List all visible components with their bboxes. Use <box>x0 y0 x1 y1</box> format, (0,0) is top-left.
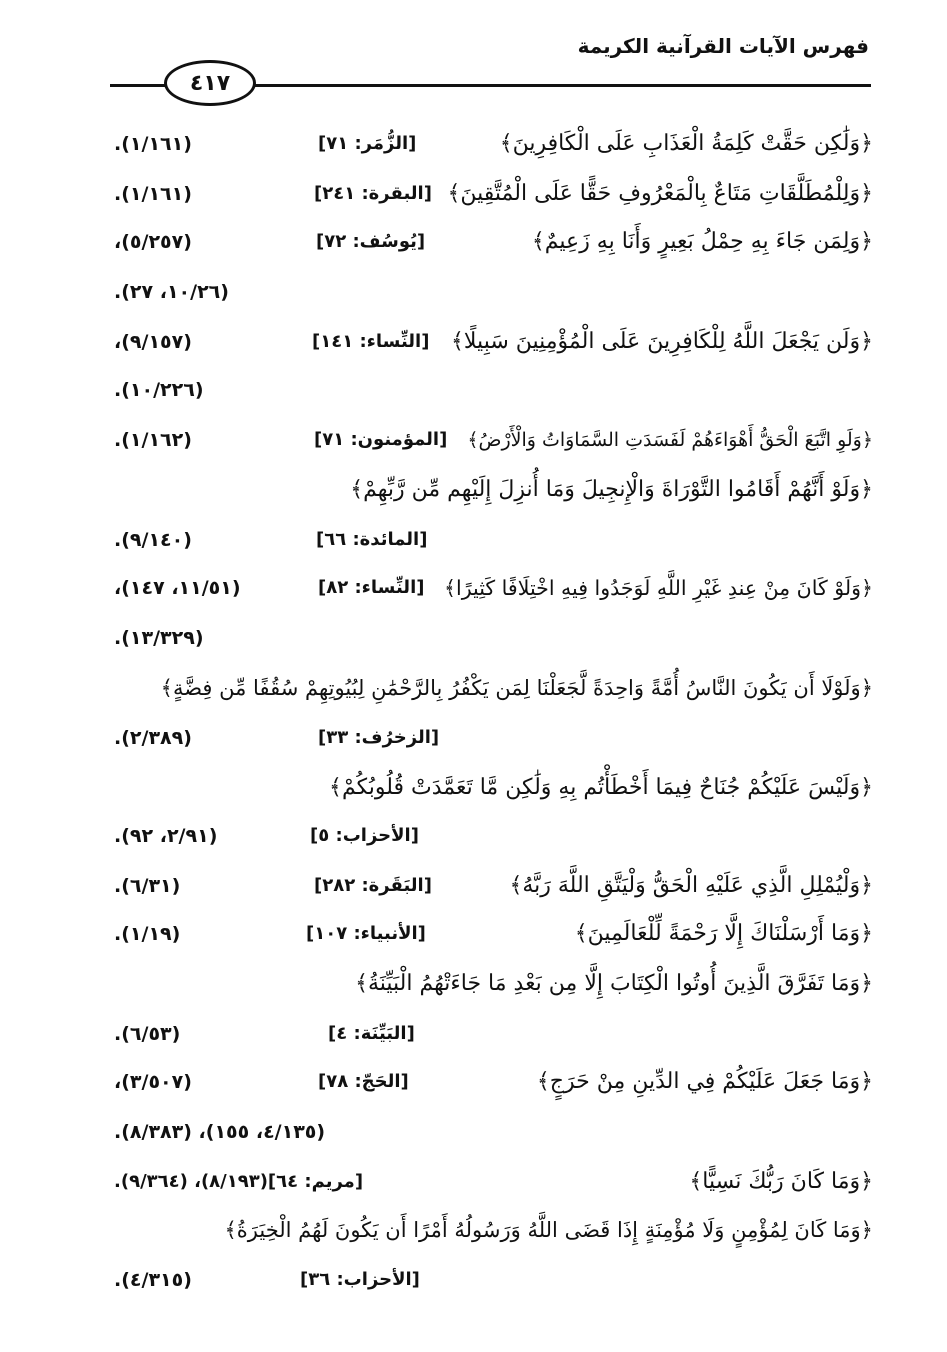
surah-reference: [البقرة: ٢٤١] <box>314 183 432 204</box>
index-entry <box>0 1162 947 1202</box>
surah-and-volume-reference: [مريم: ٦٤](٨/١٩٣)، (٩/٣٦٤). <box>114 1171 364 1192</box>
index-entry-continuation <box>0 1112 947 1152</box>
volume-page-reference: (٤/٣١٥). <box>114 1269 192 1291</box>
verse-text: ﴿وَلَيْسَ عَلَيْكُمْ جُنَاحٌ فِيمَا أَخْطَأْتُم بِهِ وَلَٰكِن مَّا تَعَمَّدَتْ قُلُوبُكُمْ﴾ <box>329 775 873 800</box>
verse-text: ﴿وَلَوِ اتَّبَعَ الْحَقُّ أَهْوَاءَهُمْ لَفَسَدَتِ السَّمَاوَاتُ وَالْأَرْضُ﴾ <box>467 429 873 451</box>
surah-reference: [الأنبياء: ١٠٧] <box>306 923 426 944</box>
index-entry <box>0 668 947 708</box>
volume-page-reference: (٩/١٥٧)، <box>114 331 192 353</box>
verse-text: ﴿وَلَوْ كَانَ مِنْ عِندِ غَيْرِ اللَّهِ لَوَجَدُوا فِيهِ اخْتِلَافًا كَثِيرًا﴾ <box>444 576 873 600</box>
volume-page-reference: (٢/٣٨٩). <box>114 727 192 749</box>
index-entry <box>0 470 947 510</box>
verse-text: ﴿وَمَا كَانَ لِمُؤْمِنٍ وَلَا مُؤْمِنَةٍ إِذَا قَضَى اللَّهُ وَرَسُولُهُ أَمْرًا أَن يَكُونَ لَهُمُ الْخِيَرَةُ﴾ <box>224 1218 873 1242</box>
index-entry <box>0 322 947 362</box>
volume-page-reference: (١/١٦٢). <box>114 429 192 451</box>
surah-reference: [الزخرُف: ٣٣] <box>318 727 440 748</box>
index-entry-continuation <box>0 370 947 410</box>
surah-reference: [النِّساء: ٨٢] <box>318 577 425 598</box>
index-entry <box>0 866 947 906</box>
index-entry <box>0 1210 947 1250</box>
index-entry-continuation <box>0 816 947 856</box>
index-entry <box>0 420 947 460</box>
surah-reference: [الأحزاب: ٥] <box>310 825 419 846</box>
index-entry <box>0 568 947 608</box>
index-entry <box>0 1062 947 1102</box>
index-entry-continuation <box>0 718 947 758</box>
volume-page-reference: (٣/٥٠٧)، <box>114 1071 192 1093</box>
index-entry-continuation <box>0 520 947 560</box>
volume-page-reference: (٥/٢٥٧)، <box>114 231 192 253</box>
surah-reference: [المؤمنون: ٧١] <box>314 429 448 450</box>
verse-text: ﴿وَلْيُمْلِلِ الَّذِي عَلَيْهِ الْحَقُّ وَلْيَتَّقِ اللَّهَ رَبَّهُ﴾ <box>509 873 873 898</box>
volume-page-reference: (١٠/٢٦، ٢٧). <box>114 281 229 303</box>
verse-text: ﴿وَمَا كَانَ رَبُّكَ نَسِيًّا﴾ <box>689 1169 873 1194</box>
index-entry <box>0 914 947 954</box>
volume-page-reference: (٢/٩١، ٩٢). <box>114 825 218 847</box>
index-entry <box>0 124 947 164</box>
volume-page-reference: (١/١٦١). <box>114 133 192 155</box>
volume-page-reference: (١/١٩). <box>114 923 181 945</box>
volume-page-reference: (٦/٣١). <box>114 875 181 897</box>
volume-page-reference: (١١/٥١، ١٤٧)، <box>114 577 241 599</box>
surah-reference: [البَيِّنَة: ٤] <box>328 1023 415 1044</box>
volume-page-reference: (١/١٦١). <box>114 183 192 205</box>
verse-text: ﴿وَمَا جَعَلَ عَلَيْكُمْ فِي الدِّينِ مِنْ حَرَجٍ﴾ <box>536 1069 873 1094</box>
verse-text: ﴿وَلَن يَجْعَلَ اللَّهُ لِلْكَافِرِينَ عَلَى الْمُؤْمِنِينَ سَبِيلًا﴾ <box>451 329 873 354</box>
surah-reference: [البَقَرة: ٢٨٢] <box>314 875 432 896</box>
surah-reference: [يُوسُف: ٧٢] <box>316 231 426 252</box>
surah-reference: [الزُّمَر: ٧١] <box>318 133 417 154</box>
surah-reference: [النِّساء: ١٤١] <box>312 331 430 352</box>
volume-page-reference: (١٠/٢٢٦). <box>114 379 204 401</box>
volume-page-reference: (١٣/٣٢٩). <box>114 627 204 649</box>
index-entry <box>0 174 947 214</box>
index-entry-continuation <box>0 1014 947 1054</box>
surah-reference: [الحَجّ: ٧٨] <box>318 1071 409 1092</box>
volume-page-reference: (٦/٥٣). <box>114 1023 181 1045</box>
verse-text: ﴿وَلَوْلَا أَن يَكُونَ النَّاسُ أُمَّةً وَاحِدَةً لَّجَعَلْنَا لِمَن يَكْفُرُ بِالرَّحْمَٰنِ لِبُيُوتِهِمْ سُقُفًا مِّن فِضَّةٍ﴾ <box>160 676 873 700</box>
surah-reference: [الأحزاب: ٣٦] <box>300 1269 420 1290</box>
verse-text: ﴿وَمَا أَرْسَلْنَاكَ إِلَّا رَحْمَةً لِّلْعَالَمِينَ﴾ <box>574 921 873 946</box>
index-entry <box>0 222 947 262</box>
volume-page-reference: (٤/١٣٥، ١٥٥)، (٨/٣٨٣). <box>114 1121 326 1143</box>
verse-text: ﴿وَمَا تَفَرَّقَ الَّذِينَ أُوتُوا الْكِتَابَ إِلَّا مِن بَعْدِ مَا جَاءَتْهُمُ الْبَيِّنَةُ﴾ <box>355 971 873 996</box>
verse-text: ﴿وَلِلْمُطَلَّقَاتِ مَتَاعٌ بِالْمَعْرُوفِ حَقًّا عَلَى الْمُتَّقِينَ﴾ <box>447 181 873 206</box>
index-entry <box>0 964 947 1004</box>
index-entry-continuation <box>0 618 947 658</box>
index-entry-continuation <box>0 1260 947 1300</box>
verse-text: ﴿وَلَٰكِن حَقَّتْ كَلِمَةُ الْعَذَابِ عَلَى الْكَافِرِينَ﴾ <box>499 131 873 156</box>
verse-text: ﴿وَلِمَن جَاءَ بِهِ حِمْلُ بَعِيرٍ وَأَنَا بِهِ زَعِيمٌ﴾ <box>531 229 873 254</box>
surah-reference: [المائدة: ٦٦] <box>316 529 428 550</box>
index-entry-continuation <box>0 272 947 312</box>
page-header-title: فهرس الآيات القرآنية الكريمة <box>577 34 869 58</box>
verse-text: ﴿وَلَوْ أَنَّهُمْ أَقَامُوا التَّوْرَاةَ وَالْإِنجِيلَ وَمَا أُنزِلَ إِلَيْهِم مِّن رَّبِّهِمْ﴾ <box>350 477 873 502</box>
volume-page-reference: (٩/١٤٠). <box>114 529 192 551</box>
index-entry <box>0 768 947 808</box>
page-number-badge: ٤١٧ <box>164 60 256 106</box>
